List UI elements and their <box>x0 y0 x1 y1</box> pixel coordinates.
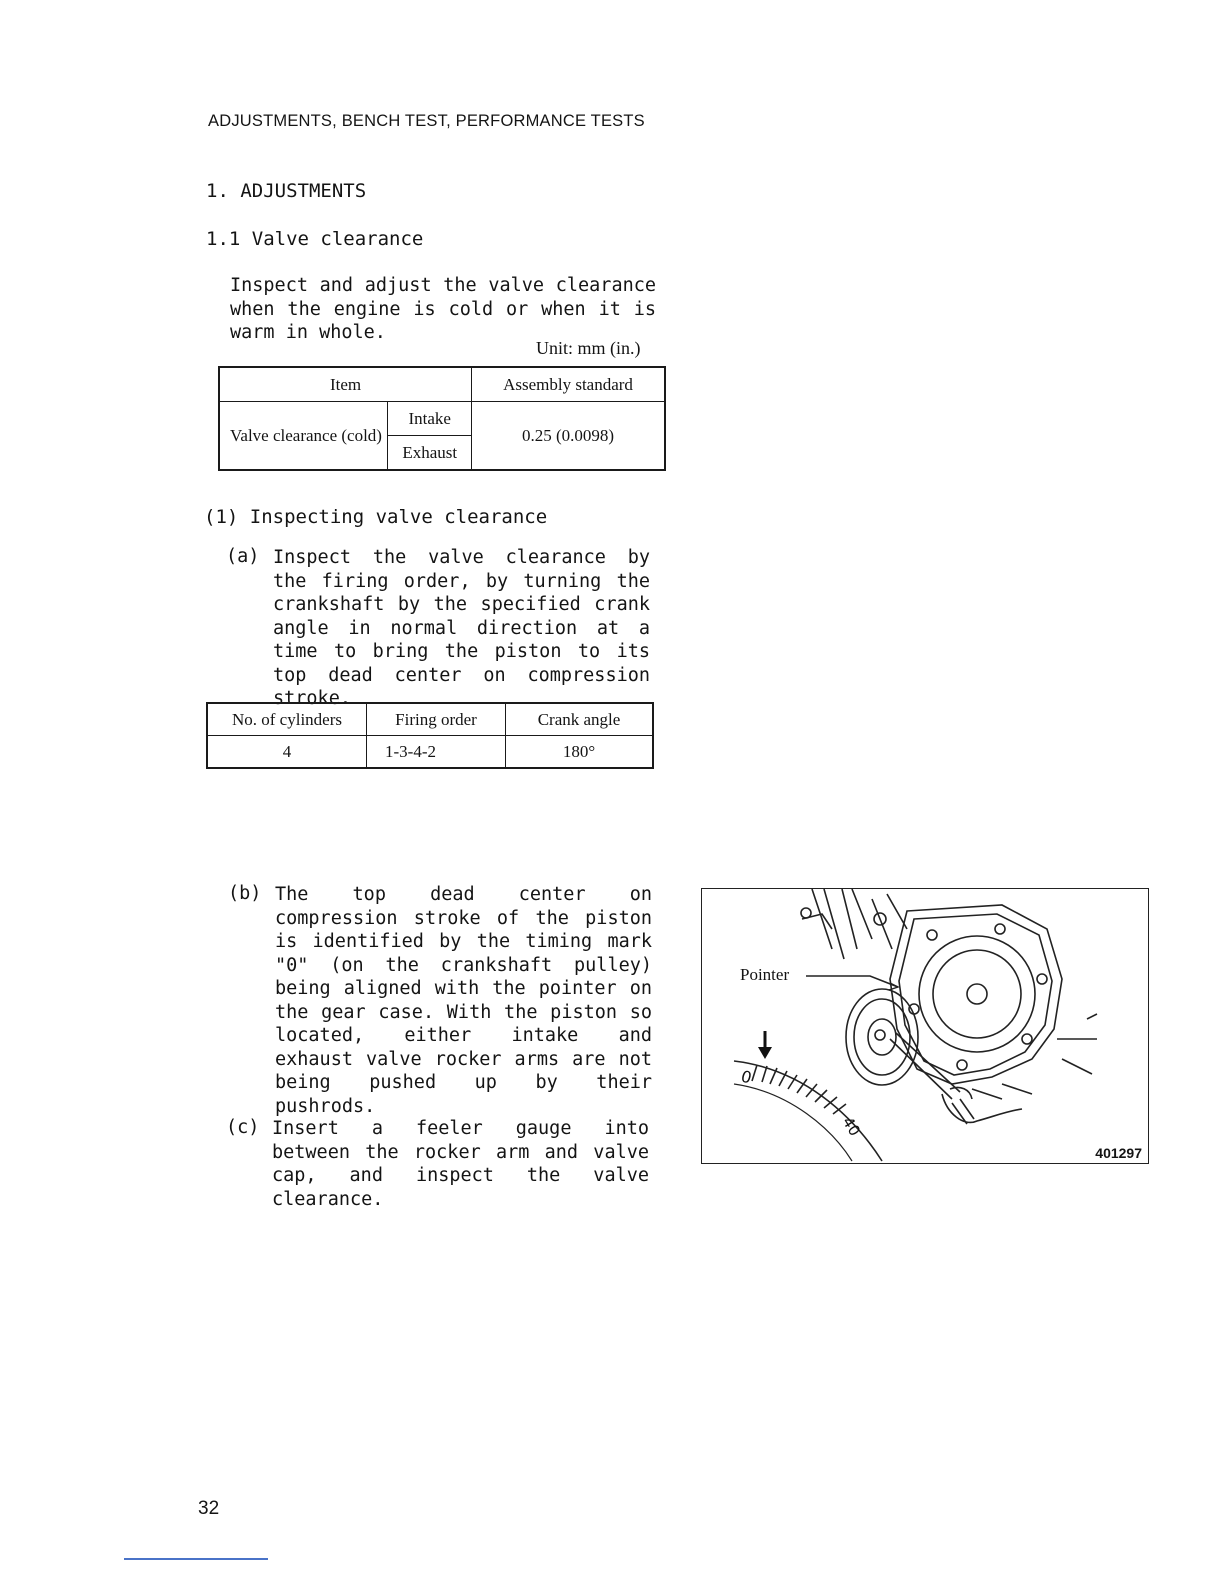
unit-note: Unit: mm (in.) <box>536 338 641 358</box>
step-c-label: (c) <box>226 1117 260 1138</box>
intro-paragraph: Inspect and adjust the valve clearance when the engine is cold or when it is warm in whole. <box>230 275 656 343</box>
scale-mark-end: 40 <box>838 1113 864 1140</box>
header-firing-order: Firing order <box>367 703 506 736</box>
section-title: 1. ADJUSTMENTS <box>206 180 367 202</box>
firing-order-table <box>206 702 654 769</box>
bottom-rule <box>124 1558 268 1560</box>
firing-order-value: 1-3-4-2 <box>367 736 506 769</box>
header-cylinders: No. of cylinders <box>207 703 367 736</box>
header-crank-angle: Crank angle <box>506 703 654 736</box>
figure-pointer-label: Pointer <box>740 965 790 984</box>
figure-number: 401297 <box>1095 1145 1142 1161</box>
cylinders-value: 4 <box>207 736 367 769</box>
clearance-value: 0.25 (0.0098) <box>472 402 665 471</box>
step-1-title: (1) Inspecting valve clearance <box>204 506 548 528</box>
running-header: ADJUSTMENTS, BENCH TEST, PERFORMANCE TESTS <box>208 112 645 130</box>
intake-label: Intake <box>388 402 472 436</box>
step-b-label: (b) <box>228 883 262 904</box>
exhaust-label: Exhaust <box>388 436 472 471</box>
step-a-text: Inspect the valve clearance by the firing order, by turning the crankshaft by the specified crank angle in normal direction at a time to bring the piston to its top dead center on compression stroke. <box>273 547 650 709</box>
valve-clearance-spec-table <box>218 366 666 471</box>
valve-clearance-label: Valve clearance (cold) <box>219 402 388 471</box>
subsection-title: 1.1 Valve clearance <box>206 228 424 250</box>
crank-angle-value: 180° <box>506 736 654 769</box>
scale-mark-start: 0 <box>738 1066 754 1088</box>
step-a-label: (a) <box>226 546 260 567</box>
timing-mark-figure <box>701 888 1149 1164</box>
page-number: 32 <box>198 1498 220 1519</box>
step-b-text: The top dead center on compression stroke of the piston is identified by the timing mark "0" (on the crankshaft pulley) being aligned with the pointer on the gear case. With the piston so located, either intake and exhaust valve rocker arms are not being pushed up by their pushrods. <box>275 884 652 1117</box>
step-c-text: Insert a feeler gauge into between the rocker arm and valve cap, and inspect the valve clearance. <box>272 1118 649 1210</box>
table-header-assembly-standard: Assembly standard <box>472 367 665 402</box>
table-header-item: Item <box>219 367 472 402</box>
engine-illustration <box>702 889 1147 1162</box>
